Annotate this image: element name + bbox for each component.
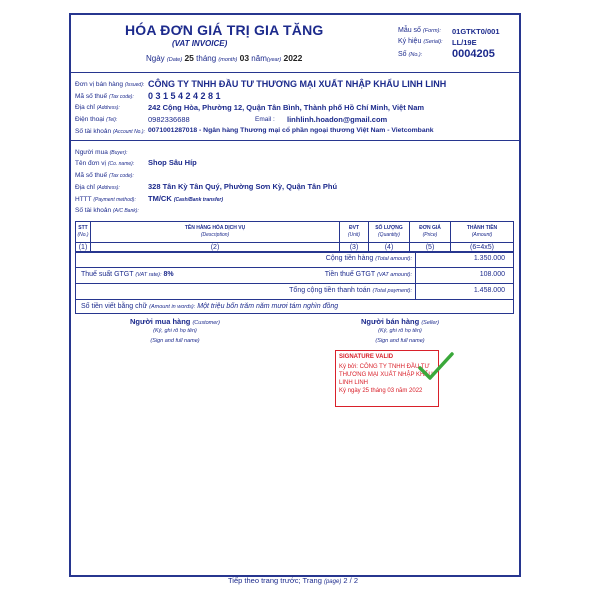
page-footer: Tiếp theo trang trước; Trang (page) 2 / 2 bbox=[228, 576, 358, 585]
buyer-company: Shop Sâu Híp bbox=[148, 158, 197, 167]
payment-method-label: HTTT (Payment method): bbox=[75, 196, 136, 203]
seller-phone: 0982336688 bbox=[148, 115, 190, 124]
col-unit: ĐVT (Unit) bbox=[340, 222, 369, 243]
signature-valid-heading: SIGNATURE VALID bbox=[339, 354, 394, 360]
col-amount: THÀNH TIỀN (Amount) bbox=[451, 222, 514, 243]
buyer-label: Người mua (Buyer): bbox=[75, 149, 128, 156]
totals-block bbox=[75, 251, 514, 314]
signature-signed-date: Ký ngày 25 tháng 03 năm 2022 bbox=[339, 388, 423, 394]
col-quantity: SỐ LƯỢNG (Quantity) bbox=[369, 222, 410, 243]
buyer-signature-sub1: (Ký, ghi rõ họ tên) bbox=[153, 328, 197, 334]
no-label: Số (No.): bbox=[398, 51, 423, 58]
seller-tax-label: Mã số thuế (Tax code): bbox=[75, 93, 134, 100]
seller-account-label: Số tài khoản (Account No.): bbox=[75, 128, 145, 135]
total-label: Tổng cộng tiền thanh toán (Total payment): bbox=[289, 287, 412, 294]
form-value: 01GTKT0/001 bbox=[452, 27, 500, 36]
payment-method: TM/CK (Cash/Bank transfer) bbox=[148, 194, 224, 203]
invoice-date: Ngày (Date) 25 tháng (month) 03 năm(year) 2022 bbox=[146, 53, 303, 63]
subtotal-label: Cộng tiền hàng (Total amount): bbox=[325, 255, 412, 262]
check-icon bbox=[418, 352, 454, 382]
seller-name-label: Đơn vị bán hàng (Issued): bbox=[75, 81, 145, 88]
col-description: TÊN HÀNG HÓA DỊCH VỤ (Description) bbox=[91, 222, 340, 243]
buyer-address: 328 Tân Kỳ Tân Quý, Phường Sơn Kỳ, Quận Tân Phú bbox=[148, 182, 338, 191]
subtotal-value: 1.350.000 bbox=[473, 255, 505, 262]
col-no: STT (No.) bbox=[76, 222, 91, 243]
seller-tax-code: 0315424281 bbox=[148, 91, 224, 101]
buyer-signature-sub2: (Sign and full name) bbox=[150, 338, 200, 344]
seller-email: linhlinh.hoadon@gmail.com bbox=[287, 115, 388, 124]
col-price: ĐƠN GIÁ (Price) bbox=[410, 222, 451, 243]
buyer-address-label: Địa chỉ (Address): bbox=[75, 184, 120, 191]
seller-account: 0071001287018 - Ngân hàng Thương mại cổ phần ngoại thương Việt Nam - Vietcombank bbox=[148, 127, 434, 134]
vat-amount-value: 108.000 bbox=[479, 271, 505, 278]
items-table bbox=[75, 221, 514, 253]
buyer-tax-label: Mã số thuế (Tax code): bbox=[75, 172, 134, 179]
vat-rate: Thuế suất GTGT (VAT rate): 8% bbox=[81, 271, 174, 278]
seller-address: 242 Cộng Hòa, Phường 12, Quận Tân Bình, Thành phố Hồ Chí Minh, Việt Nam bbox=[148, 103, 425, 112]
seller-phone-label: Điện thoại (Tel): bbox=[75, 116, 118, 123]
amount-in-words: Số tiền viết bằng chữ (Amount in words): Một triệu bốn trăm năm mươi tám nghìn đồng bbox=[81, 303, 339, 310]
buyer-account-label: Số tài khoản (A/C Bank): bbox=[75, 207, 139, 214]
table-header-row bbox=[76, 222, 514, 243]
seller-email-label: Email : bbox=[255, 116, 275, 123]
invoice-title: HÓA ĐƠN GIÁ TRỊ GIA TĂNG bbox=[125, 22, 324, 38]
seller-name: CÔNG TY TNHH ĐẦU TƯ THƯƠNG MẠI XUẤT NHẬP KHẨU LINH LINH bbox=[148, 79, 447, 89]
total-value: 1.458.000 bbox=[473, 287, 505, 294]
buyer-signature-title: Người mua hàng (Customer) bbox=[130, 317, 220, 326]
table-index-row: (1) (2) (3) (4) (5) (6=4x5) bbox=[76, 243, 514, 253]
seller-signature-sub1: (Ký, ghi rõ họ tên) bbox=[378, 328, 422, 334]
invoice-number: 0004205 bbox=[452, 48, 495, 60]
seller-signature-sub2: (Sign and full name) bbox=[375, 338, 425, 344]
seller-address-label: Địa chỉ (Address): bbox=[75, 104, 120, 111]
divider bbox=[71, 140, 519, 141]
serial-value: LL/19E bbox=[452, 38, 477, 47]
seller-signature-title: Người bán hàng (Seller) bbox=[360, 317, 440, 326]
buyer-company-label: Tên đơn vị (Co. name): bbox=[75, 160, 135, 167]
serial-label: Ký hiệu (Serial): bbox=[398, 38, 443, 45]
signature-signed-by: Ký bởi: CÔNG TY TNHH ĐẦU TƯ THƯƠNG MẠI XUẤT NHẬP KHẨU LINH LINH bbox=[339, 364, 433, 386]
vat-amount-label: Tiền thuế GTGT (VAT amount): bbox=[324, 271, 412, 278]
form-label: Mẫu số (Form): bbox=[398, 27, 441, 34]
invoice-subtitle: (VAT INVOICE) bbox=[172, 39, 228, 48]
divider bbox=[71, 72, 519, 73]
